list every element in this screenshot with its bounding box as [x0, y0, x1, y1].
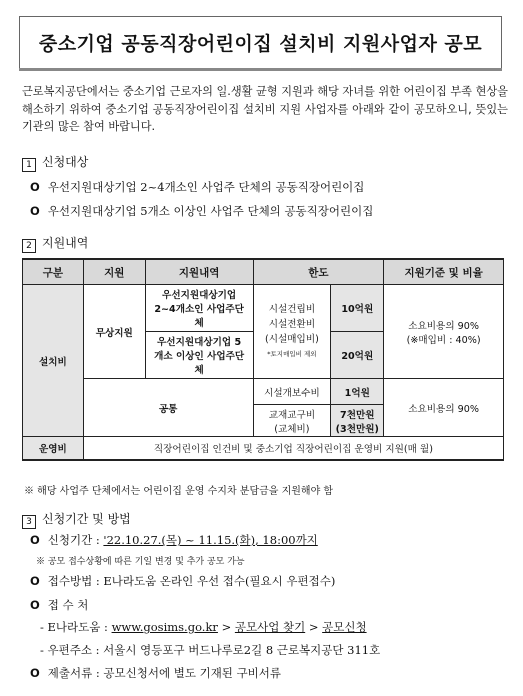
page-title — [19, 16, 502, 69]
repair-cost-cell: 시설개보수비 — [253, 379, 331, 405]
target-item-1 — [30, 179, 364, 195]
section-2-number: 2 — [22, 239, 36, 253]
apply-period-note: ※ 공모 접수상황에 따른 기일 변경 및 추가 공모 가능 — [36, 557, 245, 567]
apply-where — [30, 597, 88, 613]
support-table — [22, 258, 504, 461]
enara-separator: > — [305, 620, 323, 634]
category-b-cell: 우선지원대상기업 5개소 이상인 사업주단체 — [145, 332, 253, 379]
building-cost-line-3: (시설매입비) — [265, 333, 319, 345]
material-cost-cell — [253, 405, 331, 437]
limit-a-cell: 10억원 — [331, 285, 384, 332]
table-header: 구분 — [23, 259, 84, 285]
section-3-number: 3 — [22, 515, 36, 529]
install-cell: 설치비 — [23, 285, 84, 437]
target-item-1-text: 우선지원대상기업 2~4개소인 사업주 단체의 공동직장어린이집 — [47, 180, 365, 194]
table-header: 한도 — [253, 259, 384, 285]
section-3-label: 신청기간 및 방법 — [42, 512, 131, 526]
intro-paragraph: 근로복지공단에서는 중소기업 근로자의 일.생활 균형 지원과 해당 자녀를 위한 어린이집 부족 현상을 해소하기 위하여 중소기업 공동직장어린이집 설치비 지원 사업자를 아래와 같이 공모하오니, 뜻있는 기관의 많은 참여 바랍니다. — [22, 85, 508, 133]
enara-url-link[interactable]: www.gosims.go.kr — [111, 620, 218, 634]
apply-where-label: 접 수 처 — [47, 598, 89, 612]
building-cost-line-2: 시설전환비 — [268, 318, 316, 330]
limit-material-cell — [331, 405, 384, 437]
apply-period — [30, 532, 318, 548]
section-2-label: 지원내역 — [42, 236, 89, 250]
table-header-row — [23, 259, 504, 285]
table-row — [23, 437, 504, 460]
apply-docs-text: 제출서류 : 공모신청서에 별도 기재된 구비서류 — [47, 666, 282, 680]
ratio-common-cell: 소요비용의 90% — [384, 379, 504, 437]
building-cost-line-1: 시설건립비 — [268, 303, 316, 315]
bullet-icon: O — [30, 180, 40, 194]
apply-method-text: 접수방법 : E나라도움 온라인 우선 접수(필요시 우편접수) — [47, 574, 336, 588]
operation-cell: 운영비 — [23, 437, 84, 460]
bullet-icon: O — [30, 204, 40, 218]
common-cell: 공통 — [83, 379, 253, 437]
section-2-heading — [22, 234, 88, 253]
material-cost-line-1: 교재교구비 — [268, 409, 316, 421]
limit-material-line-1: 7천만원 — [340, 409, 375, 421]
bullet-icon: O — [30, 533, 40, 547]
limit-material-line-2: (3천만원) — [335, 423, 379, 435]
building-cost-note: *토지매입비 제외 — [267, 349, 317, 358]
bullet-icon: O — [30, 666, 40, 680]
table-row — [23, 285, 504, 332]
table-row — [23, 379, 504, 405]
operation-desc-cell: 직장어린이집 인건비 및 중소기업 직장어린이집 운영비 지원(매 월) — [83, 437, 503, 460]
enara-step-2-link[interactable]: 공모신청 — [322, 620, 367, 634]
table-note: ※ 해당 사업주 단체에서는 어린이집 운영 수지차 분담금을 지원해야 함 — [24, 486, 334, 497]
apply-period-label: 신청기간 : — [47, 533, 104, 547]
enara-separator: > — [217, 620, 235, 634]
material-cost-line-2: (교체비) — [274, 423, 310, 435]
section-1-heading — [22, 153, 88, 172]
bullet-icon: O — [30, 598, 40, 612]
ratio-a-line-1: 소요비용의 90% — [408, 320, 479, 332]
apply-docs — [30, 665, 281, 681]
page-title-text: 중소기업 공동직장어린이집 설치비 지원사업자 공모 — [38, 33, 483, 55]
target-item-2 — [30, 203, 373, 219]
apply-post: - 우편주소 : 서울시 영등포구 버드나루로2길 8 근로복지공단 311호 — [40, 643, 381, 657]
free-support-cell: 무상지원 — [83, 285, 145, 379]
table-header: 지원내역 — [145, 259, 253, 285]
building-cost-cell — [253, 285, 331, 379]
ratio-a-line-2: (※매입비 : 40%) — [406, 334, 481, 346]
section-3-heading — [22, 510, 131, 529]
section-1-number: 1 — [22, 158, 36, 172]
target-item-2-text: 우선지원대상기업 5개소 이상인 사업주 단체의 공동직장어린이집 — [47, 204, 374, 218]
section-1-label: 신청대상 — [42, 155, 89, 169]
enara-prefix: - E나라도움 : — [40, 620, 112, 634]
limit-b-cell: 20억원 — [331, 332, 384, 379]
apply-enara — [40, 619, 367, 635]
enara-step-1-link[interactable]: 공모사업 찾기 — [234, 620, 306, 634]
limit-repair-cell: 1억원 — [331, 379, 384, 405]
bullet-icon: O — [30, 574, 40, 588]
apply-method — [30, 573, 335, 589]
category-a-cell: 우선지원대상기업 2~4개소인 사업주단체 — [145, 285, 253, 332]
ratio-a-cell — [384, 285, 504, 379]
table-header: 지원 — [83, 259, 145, 285]
apply-period-value: '22.10.27.(목) ~ 11.15.(화), 18:00까지 — [103, 533, 318, 547]
table-header: 지원기준 및 비율 — [384, 259, 504, 285]
